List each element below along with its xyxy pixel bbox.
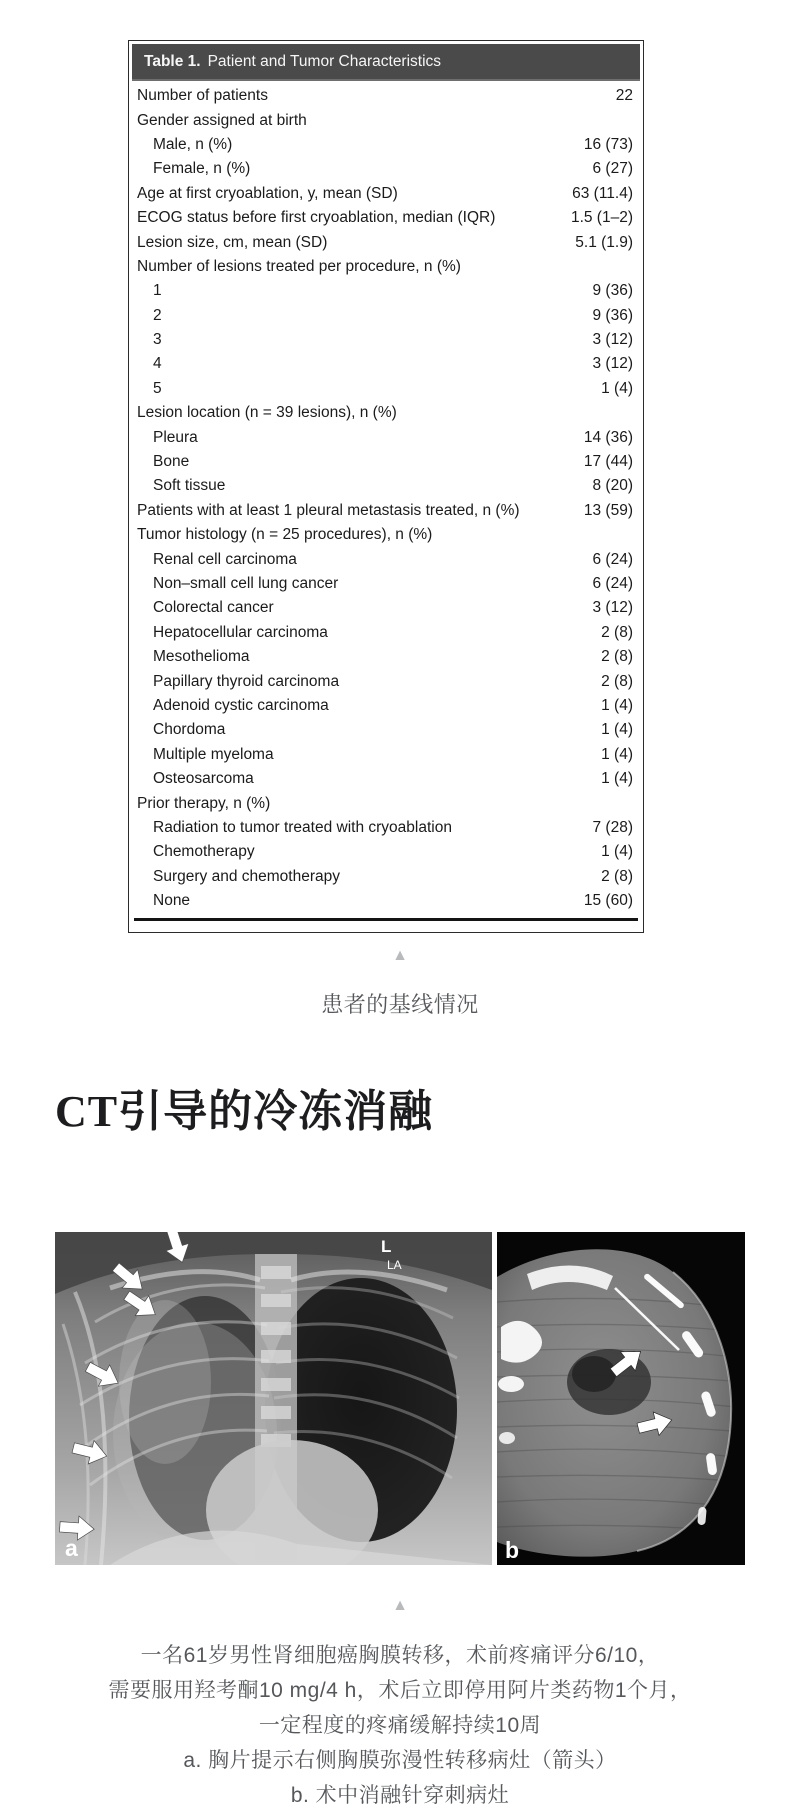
table-row-label: Mesothelioma bbox=[153, 648, 250, 666]
table-row-value: 9 (36) bbox=[592, 306, 633, 324]
figure-caption-line: 一名61岁男性肾细胞癌胸膜转移，术前疼痛评分6/10， bbox=[140, 1644, 660, 1667]
table-title-number: Table 1. bbox=[144, 52, 201, 70]
table-row-label: Prior therapy, n (%) bbox=[137, 794, 271, 812]
table-row-value: 1 (4) bbox=[601, 843, 633, 861]
table-row-value: 14 (36) bbox=[583, 428, 633, 446]
table-row-value: 1 (4) bbox=[601, 745, 633, 763]
table-row bbox=[132, 596, 640, 620]
table-row-label: Papillary thyroid carcinoma bbox=[153, 672, 340, 690]
table-row bbox=[132, 767, 640, 791]
table-row-label: Adenoid cystic carcinoma bbox=[153, 696, 329, 714]
table-row bbox=[132, 279, 640, 303]
table-row-value: 2 (8) bbox=[601, 672, 633, 690]
table-row-value: 3 (12) bbox=[592, 331, 633, 349]
table-row-value: 1 (4) bbox=[601, 721, 633, 739]
table-row bbox=[132, 84, 640, 108]
table-row-label: Number of lesions treated per procedure, n (%) bbox=[137, 257, 461, 275]
table-row-value: 8 (20) bbox=[592, 477, 633, 495]
table-title bbox=[132, 44, 640, 81]
table-row-value: 3 (12) bbox=[592, 599, 633, 617]
table-body bbox=[132, 84, 640, 913]
table-row bbox=[132, 694, 640, 718]
table-row-value: 13 (59) bbox=[583, 501, 633, 519]
figure-cryoablation bbox=[55, 1232, 745, 1565]
figure-caption-lines bbox=[0, 1638, 800, 1813]
figure-caption-line: 一定程度的疼痛缓解持续10周 bbox=[258, 1714, 542, 1737]
table-row-label: Chordoma bbox=[153, 721, 226, 739]
table-row-label: Tumor histology (n = 25 procedures), n (%) bbox=[137, 526, 433, 544]
chest-xray-image bbox=[55, 1232, 492, 1565]
figure-caption-line: 需要服用羟考酮10 mg/4 h，术后立即停用阿片类药物1个月， bbox=[108, 1679, 692, 1702]
table-row bbox=[132, 304, 640, 328]
table-row bbox=[132, 743, 640, 767]
table-row-label: Colorectal cancer bbox=[153, 599, 274, 617]
table-row bbox=[132, 133, 640, 157]
table-row-label: Age at first cryoablation, y, mean (SD) bbox=[137, 184, 398, 202]
table-row bbox=[132, 889, 640, 913]
figure-caption-line: a. 胸片提示右侧胸膜弥漫性转移病灶（箭头） bbox=[183, 1749, 617, 1772]
table-row-value: 2 (8) bbox=[601, 867, 633, 885]
table-row bbox=[132, 474, 640, 498]
xray-side-marker-LA: LA bbox=[387, 1258, 402, 1272]
table-row bbox=[132, 816, 640, 840]
table-row bbox=[132, 450, 640, 474]
figure-panel-b-ct-scan[interactable] bbox=[497, 1232, 745, 1565]
table-row bbox=[132, 523, 640, 547]
table-row bbox=[132, 718, 640, 742]
table-row-value: 2 (8) bbox=[601, 623, 633, 641]
table-row-value: 15 (60) bbox=[583, 892, 633, 910]
table-row-label: Surgery and chemotherapy bbox=[153, 867, 340, 885]
table-row-label: Number of patients bbox=[137, 87, 268, 105]
table-row-value: 2 (8) bbox=[601, 648, 633, 666]
xray-side-marker-L: L bbox=[381, 1237, 392, 1256]
figure-panel-a-chest-xray[interactable] bbox=[55, 1232, 492, 1565]
table-row-label: 5 bbox=[153, 379, 162, 397]
table-row bbox=[132, 377, 640, 401]
table-row-label: 4 bbox=[153, 355, 162, 373]
table-row-label: 1 bbox=[153, 282, 162, 300]
table-row-value: 6 (24) bbox=[592, 575, 633, 592]
table-caption-block bbox=[0, 948, 800, 1019]
table-row-value: 6 (24) bbox=[592, 550, 633, 568]
table-row bbox=[132, 206, 640, 230]
table-row-label: Hepatocellular carcinoma bbox=[153, 623, 328, 641]
ct-scan-image bbox=[497, 1232, 745, 1565]
table-row-label: Bone bbox=[153, 453, 190, 471]
table-row-label: Male, n (%) bbox=[153, 135, 233, 153]
table-row-value: 17 (44) bbox=[583, 453, 633, 471]
table-row bbox=[132, 352, 640, 376]
table-row-value: 1.5 (1–2) bbox=[570, 209, 633, 227]
table-row-value: 63 (11.4) bbox=[572, 184, 633, 202]
table-row bbox=[132, 182, 640, 206]
table-row bbox=[132, 547, 640, 571]
table-row-label: Lesion size, cm, mean (SD) bbox=[137, 233, 328, 251]
table-caption-text: 患者的基线情况 bbox=[321, 992, 479, 1017]
figure-caption-block bbox=[0, 1598, 800, 1813]
triangle-up-icon: ▲ bbox=[392, 1597, 408, 1614]
table-row-label: Osteosarcoma bbox=[153, 770, 254, 788]
table-row-label: ECOG status before first cryoablation, median (IQR) bbox=[137, 209, 496, 227]
table-row-value: 5.1 (1.9) bbox=[575, 233, 633, 251]
table-row bbox=[132, 840, 640, 864]
table-row bbox=[132, 108, 640, 132]
table-row-label: 2 bbox=[153, 306, 162, 324]
table-row-value: 9 (36) bbox=[592, 282, 633, 300]
table-row-label: Pleura bbox=[153, 428, 198, 446]
table-row-label: Soft tissue bbox=[153, 477, 226, 495]
table-row bbox=[132, 328, 640, 352]
panel-a-label: a bbox=[65, 1535, 78, 1561]
table-row-label: Gender assigned at birth bbox=[137, 111, 307, 129]
table-row-label: Non–small cell lung cancer bbox=[153, 575, 339, 592]
table-row bbox=[132, 645, 640, 669]
table-row bbox=[132, 669, 640, 693]
table-row-value: 1 (4) bbox=[601, 696, 633, 714]
table-row-value: 7 (28) bbox=[592, 818, 633, 836]
table-row-label: Female, n (%) bbox=[153, 160, 251, 178]
table-row bbox=[132, 230, 640, 254]
table-row bbox=[132, 621, 640, 645]
table-row bbox=[132, 157, 640, 181]
table-row-label: Lesion location (n = 39 lesions), n (%) bbox=[137, 404, 397, 422]
table-row-value: 1 (4) bbox=[601, 379, 633, 397]
table-row-value: 22 bbox=[615, 87, 633, 105]
figure-caption-line: b. 术中消融针穿刺病灶 bbox=[290, 1784, 510, 1807]
panel-b-label: b bbox=[505, 1537, 520, 1563]
table-row-label: Multiple myeloma bbox=[153, 745, 274, 763]
table-row-value: 6 (27) bbox=[592, 160, 633, 178]
table-row bbox=[132, 425, 640, 449]
table-row-label: 3 bbox=[153, 331, 162, 349]
table-row bbox=[132, 791, 640, 815]
table-row-label: Chemotherapy bbox=[153, 843, 255, 861]
table-patient-tumor-characteristics bbox=[128, 40, 644, 933]
table-row-value: 1 (4) bbox=[601, 770, 633, 788]
table-row-value: 16 (73) bbox=[583, 135, 633, 153]
table-row bbox=[132, 572, 640, 596]
section-heading: CT引导的冷冻消融 bbox=[55, 1087, 434, 1136]
table-row-label: Patients with at least 1 pleural metastasis treated, n (%) bbox=[137, 501, 520, 519]
table-row-label: Renal cell carcinoma bbox=[153, 550, 297, 568]
table-row-value: 3 (12) bbox=[592, 355, 633, 373]
table-row-label: Radiation to tumor treated with cryoablation bbox=[153, 818, 452, 836]
triangle-up-icon: ▲ bbox=[392, 947, 408, 964]
table-row bbox=[132, 401, 640, 425]
table-row-label: None bbox=[153, 892, 191, 910]
table-row bbox=[132, 865, 640, 889]
table-row bbox=[132, 255, 640, 279]
table-bottom-rule bbox=[134, 918, 638, 921]
table-title-text: Patient and Tumor Characteristics bbox=[207, 52, 442, 70]
table-row bbox=[132, 499, 640, 523]
